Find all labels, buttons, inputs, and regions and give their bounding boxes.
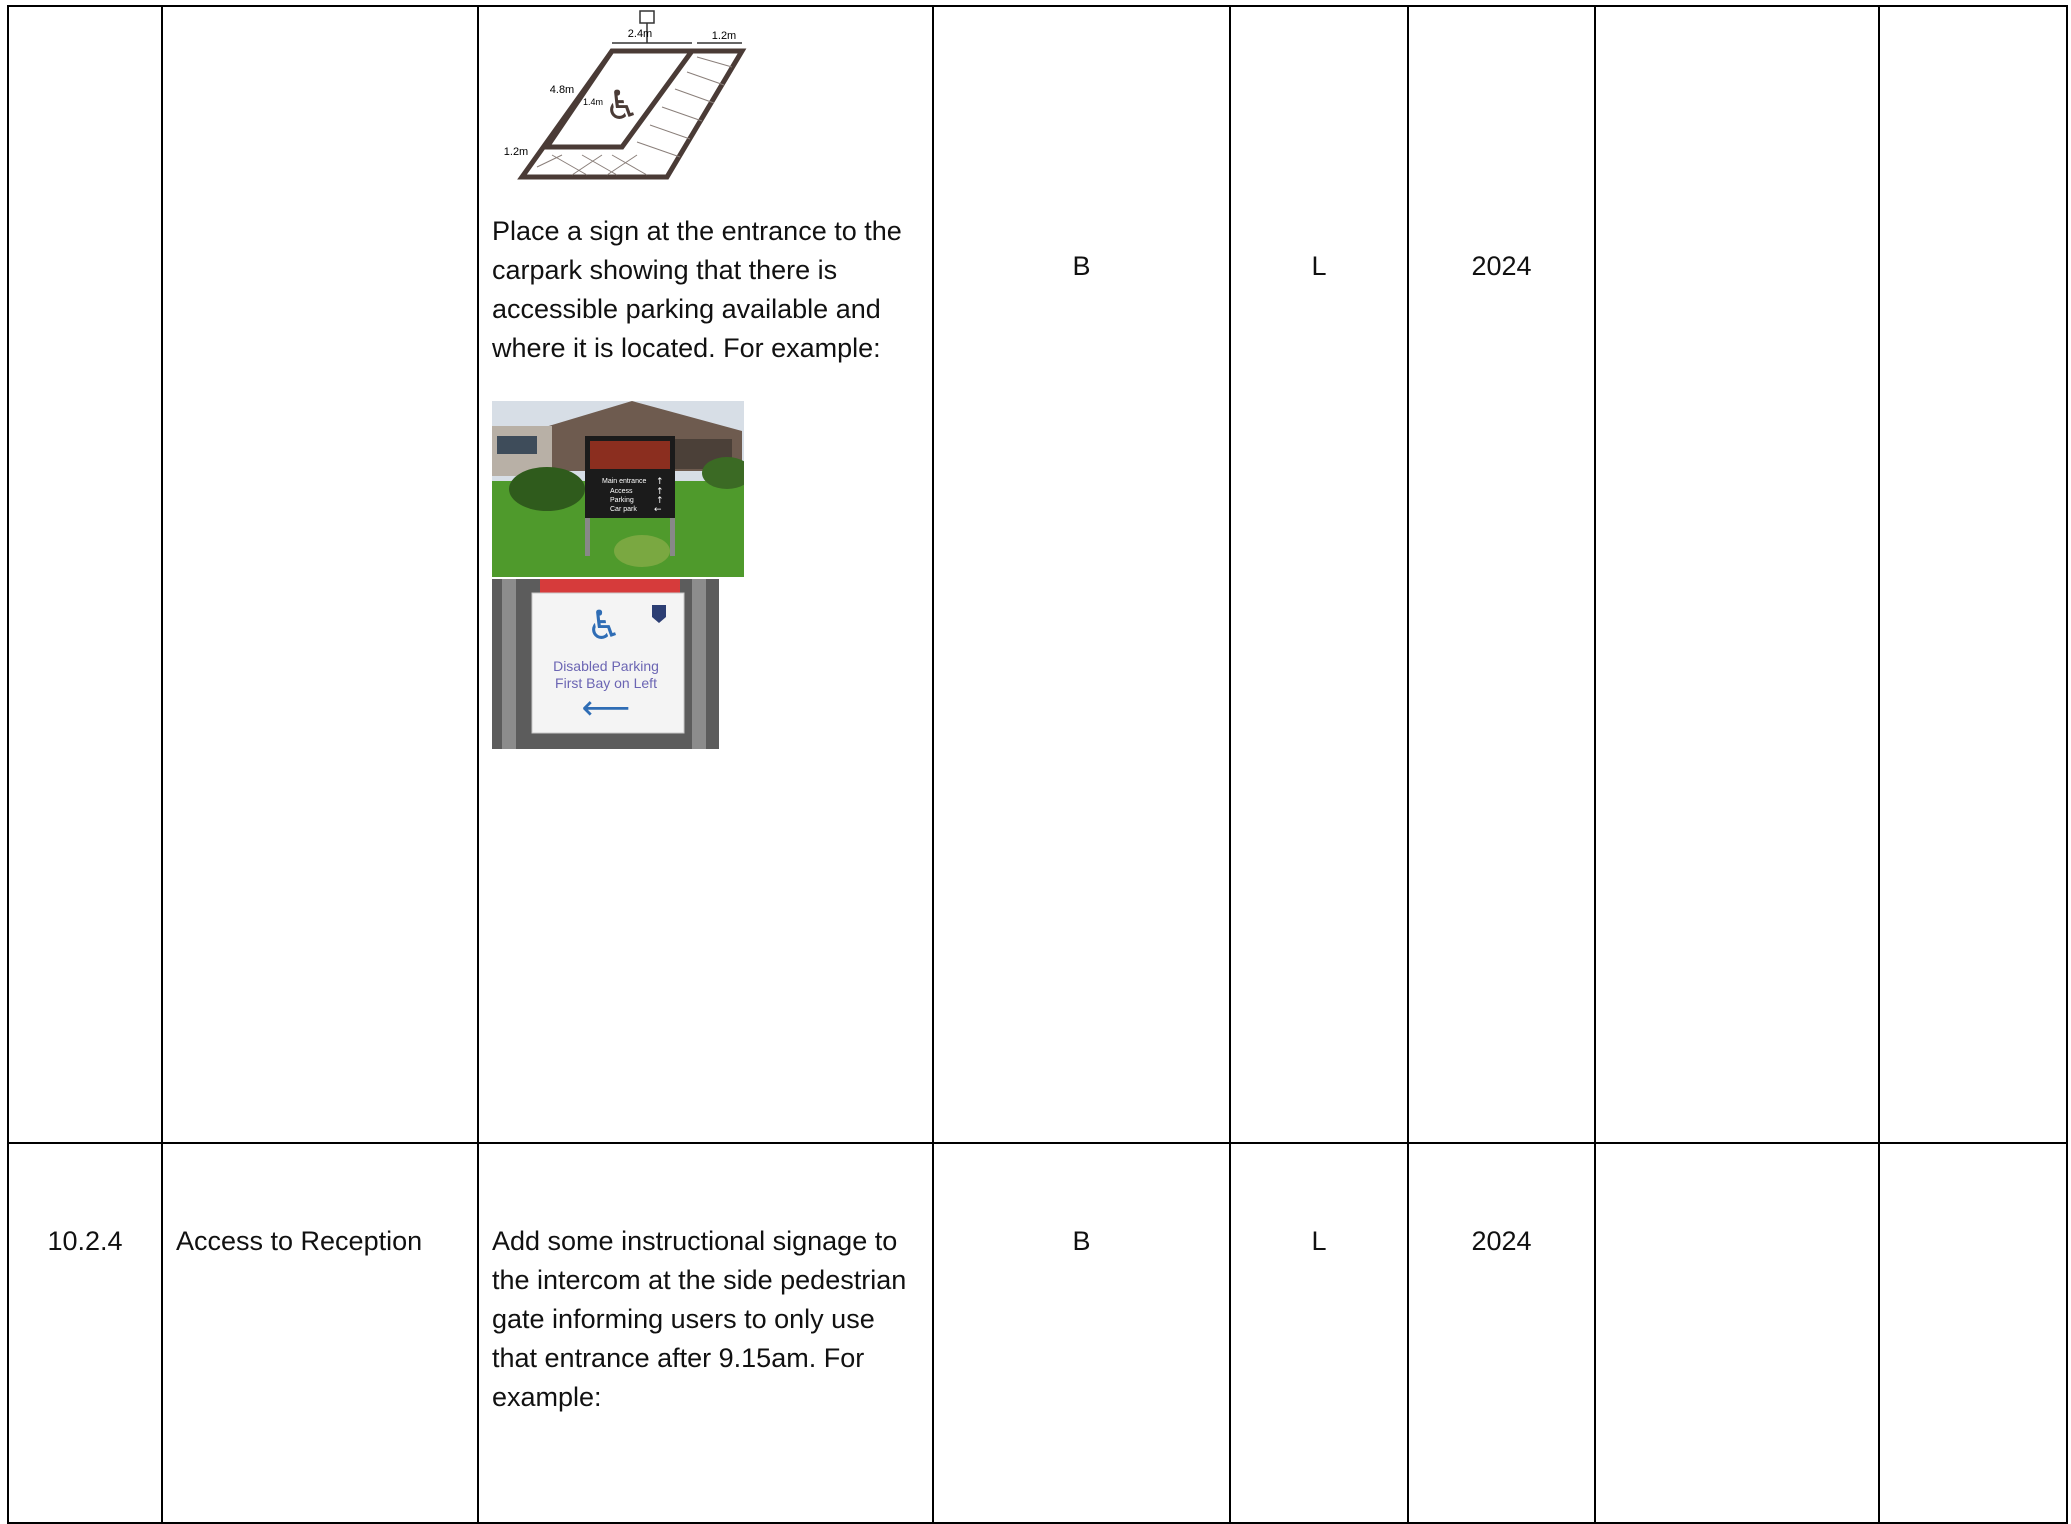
dim-side-buffer: 1.2m [711, 30, 737, 42]
priority-cell: B [933, 1143, 1230, 1523]
car-park-sign-photo [492, 401, 744, 577]
sign1-line-2: Access [610, 488, 633, 495]
sign1-line-4: Car park [610, 506, 637, 513]
column-7-cell [1595, 1143, 1879, 1523]
area-cell: Access to Reception [162, 1143, 478, 1523]
left-arrow-icon: ← [654, 505, 662, 515]
table-row [8, 6, 2067, 1143]
table-row [8, 1143, 2067, 1523]
sign2-line-1: Disabled Parking [553, 658, 659, 674]
wheelchair-icon: ♿ [586, 603, 622, 649]
dim-length: 4.8m [549, 84, 575, 96]
sign1-line-3: Parking [610, 497, 634, 504]
up-arrow-icon: ↑ [656, 477, 664, 487]
column-7-cell [1595, 6, 1879, 1143]
left-arrow-icon: ⟵ [581, 688, 631, 728]
column-8-cell [1879, 6, 2067, 1143]
up-arrow-icon: ↑ [656, 487, 664, 497]
ref-cell: 10.2.4 [8, 1143, 162, 1523]
parking-bay-diagram [492, 7, 752, 197]
cost-cell: L [1230, 1143, 1408, 1523]
cost-cell: L [1230, 6, 1408, 1143]
column-8-cell [1879, 1143, 2067, 1523]
recommendation-text: Add some instructional signage to the intercom at the side pedestrian gate informing users to only use that entrance after 9.15am. For example: [492, 1226, 907, 1412]
priority-cell: B [933, 6, 1230, 1143]
recommendation-cell [478, 6, 933, 1143]
wheelchair-icon: ♿ [604, 83, 640, 129]
recommendation-cell [478, 1143, 933, 1523]
access-plan-table [7, 5, 2068, 1524]
dim-inner: 1.4m [582, 97, 604, 107]
up-arrow-icon: ↑ [656, 496, 664, 506]
ref-cell [8, 6, 162, 1143]
dim-bottom-buffer: 1.2m [503, 146, 529, 158]
recommendation-text: Place a sign at the entrance to the carpark showing that there is accessible parking available and where it is located. For example: [492, 216, 902, 363]
dim-top-width: 2.4m [627, 28, 653, 40]
sign1-line-1: Main entrance [602, 478, 647, 485]
area-cell [162, 6, 478, 1143]
sign2-line-2: First Bay on Left [555, 675, 657, 691]
year-cell: 2024 [1408, 6, 1595, 1143]
year-cell: 2024 [1408, 1143, 1595, 1523]
disabled-parking-sign-photo [492, 579, 719, 749]
